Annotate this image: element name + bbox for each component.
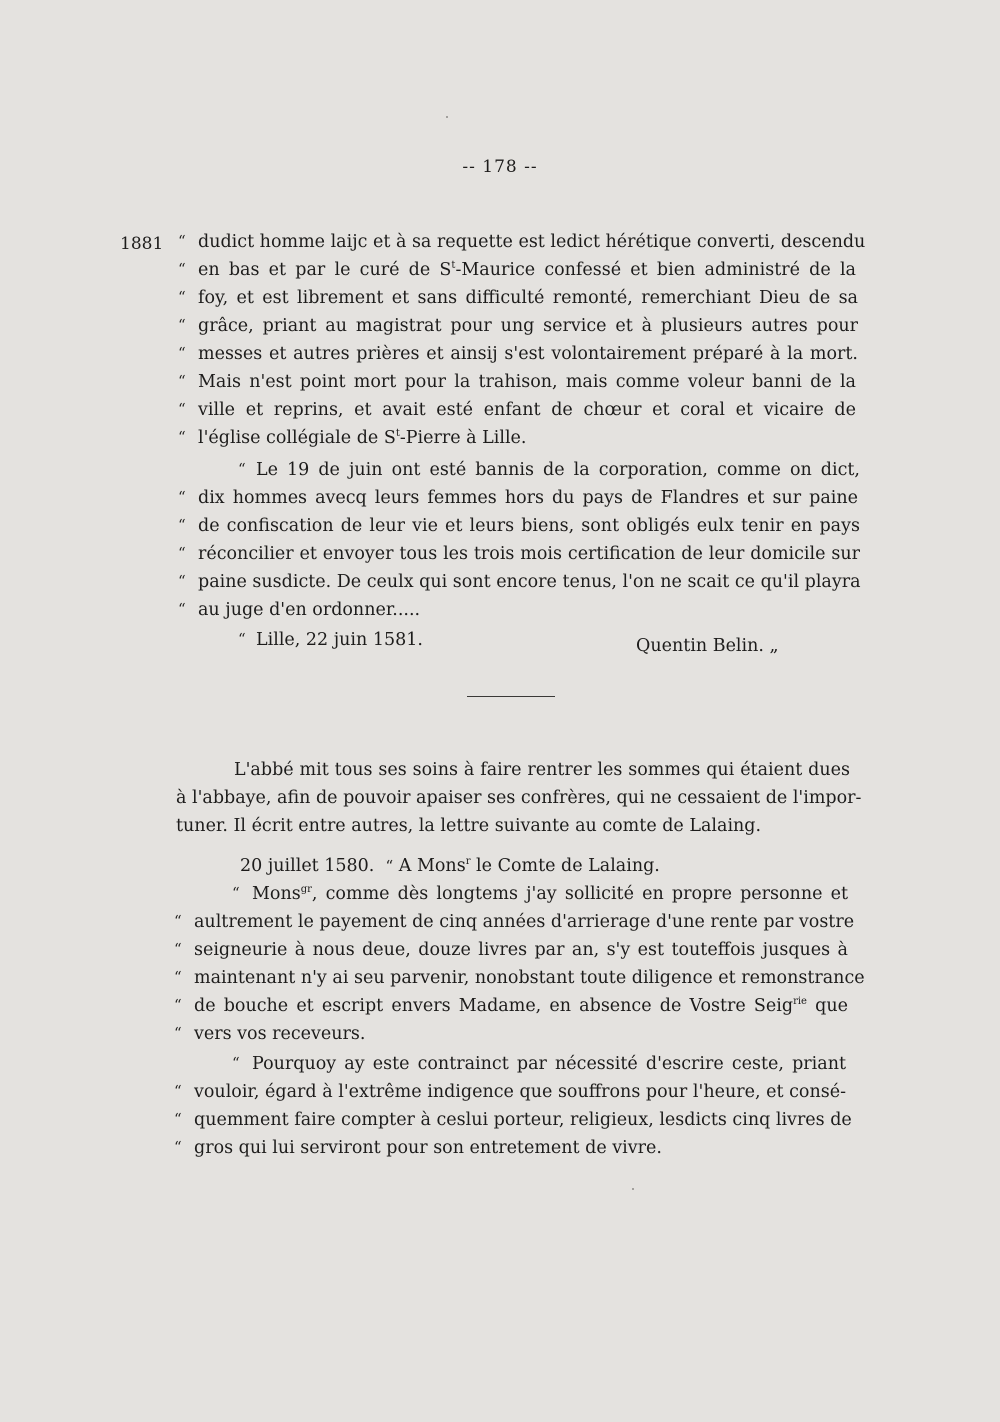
- text-line: messes et autres prières et ainsij s'est volontairement préparé à la mort.: [198, 344, 858, 364]
- letter-heading: 20 juillet 1580. “ A Mons$^r$ le Comte de Lalaing.: [240, 856, 660, 876]
- margin-year-note: 1881: [120, 234, 164, 254]
- text-line: en bas et par le curé de $S^t$-Maurice confessé et bien administré de la: [198, 260, 856, 280]
- quote-mark: “: [174, 968, 182, 986]
- quote-mark: “: [174, 1110, 182, 1128]
- text-line: l'église collégiale de $S^t$-Pierre à Lille.: [198, 428, 527, 448]
- quote-mark: “: [178, 316, 186, 334]
- quote-mark: “: [178, 400, 186, 418]
- quote-mark: “: [174, 912, 182, 930]
- quote-mark: “: [174, 1138, 182, 1156]
- signature: Quentin Belin. „: [636, 636, 779, 656]
- text-line: grâce, priant au magistrat pour ung service et à plusieurs autres pour: [198, 316, 858, 336]
- text-line: à l'abbaye, afin de pouvoir apaiser ses confrères, qui ne cessaient de l'impor-: [176, 788, 862, 808]
- text-line: tuner. Il écrit entre autres, la lettre suivante au comte de Lalaing.: [176, 816, 762, 836]
- text-line: Mais n'est point mort pour la trahison, mais comme voleur banni de la: [198, 372, 856, 392]
- quote-mark: “: [178, 428, 186, 446]
- text-line: maintenant n'y ai seu parvenir, nonobstant toute diligence et remonstrance: [194, 968, 865, 988]
- text-line: aultrement le payement de cinq années d'arrierage d'une rente par vostre: [194, 912, 855, 932]
- quote-mark: “: [178, 600, 186, 618]
- quote-mark: “: [232, 884, 240, 902]
- text-line: réconcilier et envoyer tous les trois mois certification de leur domicile sur: [198, 544, 860, 564]
- text-line: foy, et est librement et sans difficulté remonté, remerchiant Dieu de sa: [198, 288, 858, 308]
- quote-mark: “: [178, 516, 186, 534]
- text-line: au juge d'en ordonner.....: [198, 600, 421, 620]
- quote-mark: “: [178, 260, 186, 278]
- text-line: de confiscation de leur vie et leurs biens, sont obligés eulx tenir en pays: [198, 516, 860, 536]
- quote-mark: “: [178, 288, 186, 306]
- quote-mark: “: [174, 940, 182, 958]
- scan-speck: [632, 1188, 634, 1190]
- quote-mark: “: [178, 372, 186, 390]
- text-line: seigneurie à nous deue, douze livres par an, s'y est touteffois jusques à: [194, 940, 848, 960]
- quote-mark: “: [178, 344, 186, 362]
- quote-mark: “: [174, 1082, 182, 1100]
- quote-mark: “: [174, 996, 182, 1014]
- text-line: vers vos receveurs.: [194, 1024, 366, 1044]
- text-line: quemment faire compter à ceslui porteur, religieux, lesdicts cinq livres de: [194, 1110, 852, 1130]
- text-line: Le 19 de juin ont esté bannis de la corporation, comme on dict,: [256, 460, 860, 480]
- quote-mark: “: [178, 488, 186, 506]
- quote-mark: “: [238, 630, 246, 648]
- text-line: dix hommes avecq leurs femmes hors du pays de Flandres et sur paine: [198, 488, 858, 508]
- text-line: gros qui lui serviront pour son entretement de vivre.: [194, 1138, 662, 1158]
- quote-mark: “: [232, 1054, 240, 1072]
- text-line: vouloir, égard à l'extrême indigence que souffrons pour l'heure, et consé-: [194, 1082, 846, 1102]
- quote-mark: “: [178, 232, 186, 250]
- text-line: dudict homme laijc et à sa requette est ledict hérétique converti, descendu: [198, 232, 866, 252]
- text-line: Pourquoy ay este contrainct par nécessité d'escrire ceste, priant: [252, 1054, 846, 1074]
- text-line: de bouche et escript envers Madame, en absence de Vostre Seig$^{rie}$ que: [194, 996, 848, 1016]
- text-line: Mons$^{gr}$, comme dès longtems j'ay sollicité en propre personne et: [252, 884, 848, 904]
- quote-mark: “: [178, 544, 186, 562]
- text-line: paine susdicte. De ceulx qui sont encore tenus, l'on ne scait ce qu'il playra: [198, 572, 861, 592]
- quote-mark: “: [178, 572, 186, 590]
- text-line: L'abbé mit tous ses soins à faire rentrer les sommes qui étaient dues: [234, 760, 850, 780]
- scan-speck: [446, 116, 448, 118]
- quote-mark: “: [174, 1024, 182, 1042]
- text-line: ville et reprins, et avait esté enfant de chœur et coral et vicaire de: [198, 400, 856, 420]
- place-date: Lille, 22 juin 1581.: [256, 630, 423, 650]
- page-number: -- 178 --: [462, 157, 538, 177]
- section-divider: [467, 696, 555, 697]
- quote-mark: “: [238, 460, 246, 478]
